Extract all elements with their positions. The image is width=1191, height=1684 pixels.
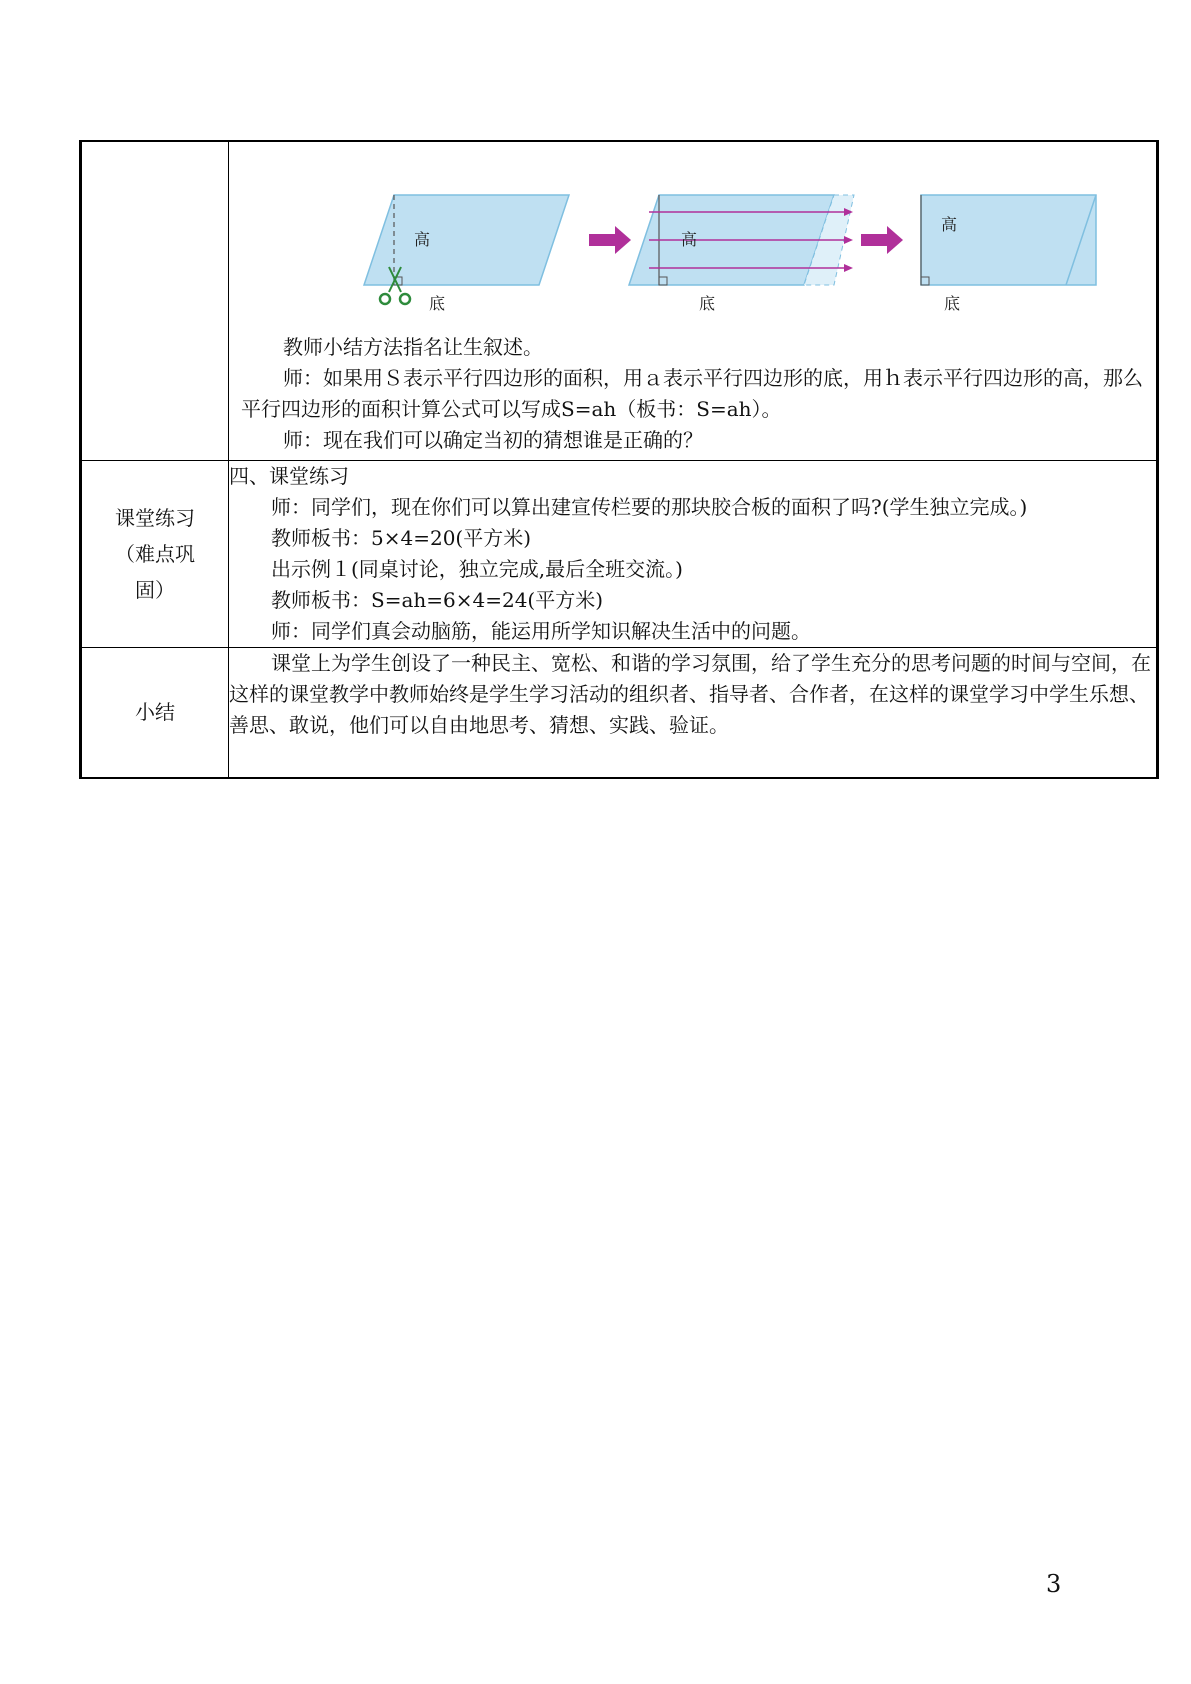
page-number: 3 <box>1046 1570 1062 1598</box>
practice-heading: 四、课堂练习 <box>229 464 349 488</box>
summary-label-cell <box>81 648 229 778</box>
practice-line-2: 教师板书：5×4=20(平方米) <box>271 526 532 550</box>
base-label-2: 底 <box>699 294 716 313</box>
summary-row <box>81 648 1158 778</box>
summary-text: 课堂上为学生创设了一种民主、宽松、和谐的学习氛围，给了学生充分的思考问题的时间与空间，在这样的课堂教学中教师始终是学生学习活动的组织者、指导者、合作者，在这样的课堂学习中学生乐想、善思、敢说，他们可以自由地思考、猜想、实践、验证。 <box>229 651 1151 737</box>
method-content-cell <box>229 141 1158 461</box>
method-label-cell <box>81 141 229 461</box>
practice-label-line-1: 课堂练习 <box>115 506 195 530</box>
summary-label: 小结 <box>135 700 175 725</box>
height-label-1: 高 <box>414 230 431 249</box>
figure-svg <box>229 142 1149 332</box>
parallelogram-shape <box>364 195 569 285</box>
method-line-3: 师：现在我们可以确定当初的猜想谁是正确的？ <box>283 428 703 452</box>
practice-label-line-3: 固） <box>135 578 175 602</box>
practice-line-5: 师：同学们真会动脑筋，能运用所学知识解决生活中的问题。 <box>271 619 811 643</box>
arrow-right-icon-1 <box>589 226 631 254</box>
method-line-1: 教师小结方法指名让生叙述。 <box>283 335 543 359</box>
arrow-right-icon-2 <box>861 226 903 254</box>
base-label-1: 底 <box>429 294 446 313</box>
height-label-3: 高 <box>941 215 958 234</box>
lesson-table <box>79 140 1159 779</box>
practice-line-1: 师：同学们，现在你们可以算出建宣传栏要的那块胶合板的面积了吗?(学生独立完成。) <box>271 495 1028 519</box>
parallelogram-cut-figure <box>229 142 1156 332</box>
method-row <box>81 141 1158 461</box>
base-label-3: 底 <box>944 294 961 313</box>
practice-label-cell <box>81 461 229 648</box>
practice-row <box>81 461 1158 648</box>
summary-content-cell <box>229 648 1158 778</box>
height-label-2: 高 <box>681 230 698 249</box>
method-text <box>229 332 1156 460</box>
practice-label-line-2: （难点巩 <box>115 542 195 566</box>
practice-line-4: 教师板书：S=ah=6×4=24(平方米) <box>271 588 604 612</box>
method-line-2: 师：如果用Ｓ表示平行四边形的面积，用ａ表示平行四边形的底，用ｈ表示平行四边形的高，那么平行四边形的面积计算公式可以写成S=ah（板书：S=ah）。 <box>241 366 1143 421</box>
practice-line-3: 出示例１(同桌讨论，独立完成,最后全班交流。) <box>271 557 683 581</box>
practice-content-cell <box>229 461 1158 648</box>
